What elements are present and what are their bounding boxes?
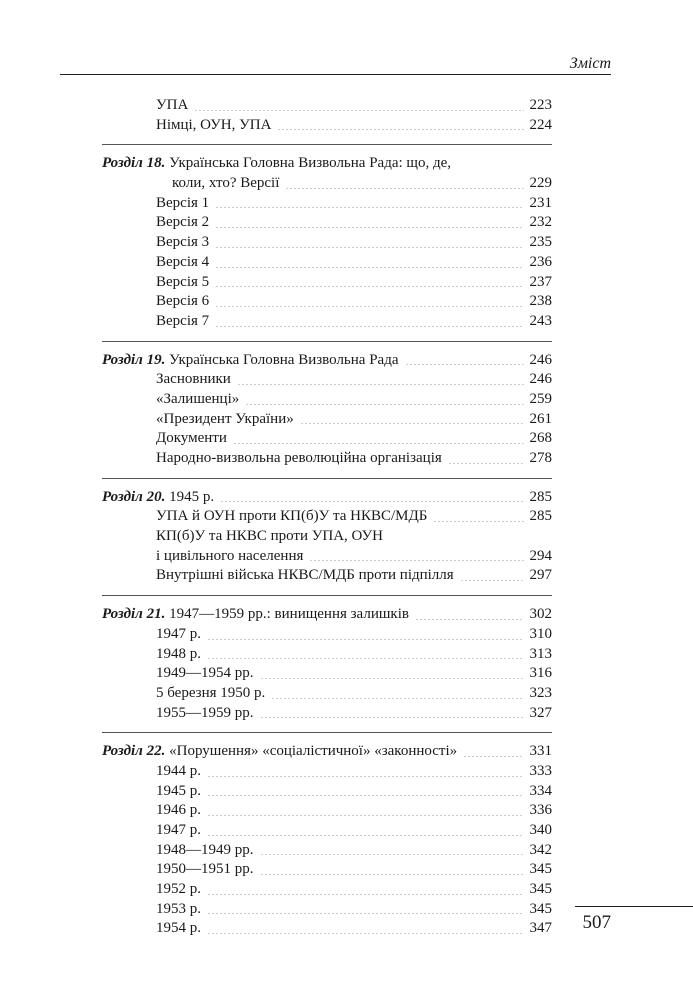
toc-entry[interactable] — [102, 684, 552, 704]
toc-entry-text — [102, 155, 451, 171]
toc-page-number: 310 — [529, 625, 552, 642]
toc-entry[interactable] — [102, 312, 552, 332]
toc-entry-text — [156, 822, 201, 838]
dot-leader — [207, 913, 524, 914]
entry-title: 1950—1951 рр. — [156, 861, 254, 878]
toc-entry[interactable] — [102, 566, 552, 586]
toc-entry-text — [156, 705, 254, 721]
entry-title: Версія 2 — [156, 214, 210, 231]
toc-page-number: 285 — [529, 488, 552, 505]
dot-leader — [215, 286, 524, 287]
entry-title: 1953 р. — [156, 900, 201, 917]
toc-page-number: 345 — [529, 861, 552, 878]
entry-title: 1948—1949 рр. — [156, 841, 254, 858]
dot-leader — [245, 404, 524, 405]
toc-entry[interactable] — [102, 390, 552, 410]
toc-entry[interactable] — [102, 233, 552, 253]
section-divider — [102, 595, 552, 596]
toc-page-number: 261 — [529, 410, 552, 427]
entry-title: 1947 р. — [156, 822, 201, 838]
toc-entry[interactable] — [102, 801, 552, 821]
toc-entry-text — [156, 881, 201, 897]
toc-entry-text — [156, 214, 209, 230]
section-divider — [102, 478, 552, 479]
entry-title: Версія 6 — [156, 293, 210, 310]
toc-entry[interactable] — [102, 488, 552, 508]
entry-title: Документи — [156, 430, 227, 447]
toc-entry[interactable] — [102, 410, 552, 430]
entry-title: 1945 р. — [156, 782, 201, 799]
toc-page-number: 235 — [529, 234, 552, 251]
dot-leader — [207, 933, 524, 934]
toc-entry-text — [156, 117, 271, 133]
toc-page-number: 294 — [529, 547, 552, 564]
toc-entry-text — [156, 685, 265, 701]
toc-entry-text — [156, 274, 209, 290]
toc-entry[interactable] — [102, 605, 552, 625]
entry-title: 1947—1959 рр.: винищення залишків — [169, 606, 409, 623]
toc-entry[interactable] — [102, 507, 552, 527]
toc-entry[interactable] — [102, 645, 552, 665]
section-divider — [102, 341, 552, 342]
toc-page-number: 232 — [529, 214, 552, 231]
toc-entry-text — [156, 901, 201, 917]
toc-entry-text — [156, 842, 254, 858]
toc-entry[interactable] — [102, 213, 552, 233]
toc-page-number: 333 — [529, 762, 552, 779]
toc-entry[interactable] — [102, 625, 552, 645]
toc-section — [102, 96, 552, 135]
entry-title: Версія 7 — [156, 312, 210, 329]
toc-entry[interactable] — [102, 449, 552, 469]
toc-page-number: 246 — [529, 371, 552, 388]
dot-leader — [207, 639, 524, 640]
toc-page-number: 238 — [529, 293, 552, 310]
toc-page-number: 278 — [529, 450, 552, 466]
toc-page-number: 334 — [529, 782, 552, 799]
toc-page-number: 323 — [529, 684, 552, 701]
toc-entry-text — [102, 352, 399, 368]
dot-leader — [233, 443, 524, 444]
toc-entry[interactable] — [102, 292, 552, 312]
toc-entry[interactable] — [102, 664, 552, 684]
toc-entry-text — [156, 802, 201, 818]
dot-leader — [207, 776, 524, 777]
toc-entry-text — [156, 371, 231, 387]
dot-leader — [215, 306, 524, 307]
toc-page-number: 340 — [529, 822, 552, 838]
toc-entry[interactable] — [102, 370, 552, 390]
toc-entry-text — [156, 195, 209, 211]
toc-page-number: 259 — [529, 390, 552, 407]
toc-page-number: 345 — [529, 881, 552, 898]
toc-page-number: 345 — [529, 900, 552, 917]
toc-entry-text — [156, 430, 227, 446]
toc-entry[interactable] — [102, 821, 552, 841]
toc-page-number: 336 — [529, 802, 552, 819]
toc-entry[interactable] — [102, 841, 552, 861]
toc-entry-text — [156, 528, 383, 544]
toc-page-number: 342 — [529, 841, 552, 858]
toc-entry-text — [156, 411, 294, 427]
toc-page-number: 229 — [529, 175, 552, 192]
entry-title: 1952 р. — [156, 881, 201, 898]
entry-title: Українська Головна Визвольна Рада — [169, 351, 399, 368]
toc-page-number: 223 — [529, 97, 552, 113]
toc-entry-text — [156, 97, 188, 113]
toc-page-number: 302 — [529, 606, 552, 623]
entry-title: 1948 р. — [156, 645, 201, 662]
page-number: 507 — [582, 912, 611, 933]
entry-title: УПА — [156, 97, 189, 113]
running-title: Зміст — [569, 55, 611, 72]
toc-page-number: 331 — [529, 743, 552, 760]
toc-entry-text — [156, 548, 303, 564]
toc-entry[interactable] — [102, 174, 552, 194]
toc-entry-text — [102, 606, 409, 622]
toc-entry[interactable] — [102, 154, 552, 174]
chapter-label: Розділ 21. — [102, 606, 166, 623]
toc-page-number: 268 — [529, 430, 552, 447]
entry-title: 1949—1954 рр. — [156, 665, 254, 682]
toc-entry-text — [156, 508, 427, 524]
toc-entry[interactable] — [102, 194, 552, 214]
dot-leader — [433, 521, 524, 522]
table-of-contents — [102, 96, 552, 948]
toc-section — [102, 605, 552, 723]
dot-leader — [260, 678, 525, 679]
entry-title: 1945 р. — [169, 488, 215, 505]
toc-entry[interactable] — [102, 880, 552, 900]
toc-entry[interactable] — [102, 762, 552, 782]
entry-title: коли, хто? Версії — [172, 175, 280, 192]
dot-leader — [207, 894, 524, 895]
toc-page-number: 316 — [529, 665, 552, 682]
header-rule — [60, 74, 611, 75]
entry-title: КП(б)У та НКВС проти УПА, ОУН — [156, 528, 383, 545]
toc-entry-text — [156, 450, 442, 466]
dot-leader — [460, 580, 524, 581]
dot-leader — [260, 874, 525, 875]
chapter-label: Розділ 22. — [102, 743, 166, 760]
dot-leader — [207, 795, 524, 796]
toc-section — [102, 742, 552, 939]
toc-entry-text — [102, 743, 457, 759]
section-divider — [102, 144, 552, 145]
dot-leader — [215, 267, 524, 268]
dot-leader — [237, 384, 524, 385]
toc-page-number: 236 — [529, 253, 552, 270]
entry-title: УПА й ОУН проти КП(б)У та НКВС/МДБ — [156, 508, 428, 525]
entry-title: Засновники — [156, 371, 231, 388]
entry-title: 1955—1959 рр. — [156, 704, 254, 721]
section-divider — [102, 732, 552, 733]
dot-leader — [309, 560, 524, 561]
entry-title: «Залишенці» — [156, 390, 240, 407]
toc-page-number: 313 — [529, 645, 552, 662]
entry-title: Українська Головна Визвольна Рада: що, де, — [169, 155, 452, 172]
toc-entry[interactable] — [102, 116, 552, 136]
toc-section — [102, 154, 552, 331]
toc-entry-text — [156, 783, 201, 799]
toc-entry-text — [156, 646, 201, 662]
dot-leader — [207, 815, 524, 816]
entry-title: Внутрішні війська НКВС/МДБ проти підпілля — [156, 567, 454, 584]
toc-entry[interactable] — [102, 527, 552, 547]
dot-leader — [215, 247, 524, 248]
entry-title: «Порушення» «соціалістичної» «законності» — [169, 743, 458, 760]
dot-leader — [194, 110, 524, 111]
toc-entry[interactable] — [102, 351, 552, 371]
dot-leader — [207, 658, 524, 659]
entry-title: Версія 3 — [156, 234, 210, 251]
toc-entry[interactable] — [102, 782, 552, 802]
toc-entry[interactable] — [102, 429, 552, 449]
toc-page-number: 246 — [529, 351, 552, 368]
dot-leader — [271, 698, 524, 699]
toc-entry[interactable] — [102, 273, 552, 293]
toc-section — [102, 488, 552, 586]
toc-page-number: 231 — [529, 194, 552, 211]
toc-entry-text — [156, 391, 239, 407]
dot-leader — [277, 129, 524, 130]
dot-leader — [285, 188, 524, 189]
toc-entry-text — [156, 254, 209, 270]
dot-leader — [260, 854, 525, 855]
entry-title: Версія 4 — [156, 253, 210, 270]
entry-title: Народно-визвольна революційна організація — [156, 450, 442, 466]
toc-entry-text — [156, 234, 209, 250]
toc-entry[interactable] — [102, 900, 552, 920]
toc-entry[interactable] — [102, 547, 552, 567]
toc-page-number: 243 — [529, 312, 552, 329]
toc-page-number: 285 — [529, 508, 552, 525]
dot-leader — [415, 619, 524, 620]
toc-page-number: 224 — [529, 116, 552, 133]
chapter-label: Розділ 19. — [102, 351, 166, 368]
toc-entry-text — [156, 763, 201, 779]
toc-entry[interactable] — [102, 919, 552, 939]
toc-entry[interactable] — [102, 860, 552, 880]
entry-title: Версія 5 — [156, 273, 210, 290]
toc-entry-text — [156, 665, 254, 681]
chapter-label: Розділ 18. — [102, 155, 166, 172]
toc-page-number: 297 — [529, 567, 552, 584]
toc-entry-text — [102, 489, 214, 505]
toc-entry-text — [156, 313, 209, 329]
toc-entry-text — [156, 567, 454, 583]
toc-entry-text — [156, 293, 209, 309]
toc-page-number: 237 — [529, 273, 552, 290]
toc-entry[interactable] — [102, 253, 552, 273]
dot-leader — [463, 756, 524, 757]
chapter-label: Розділ 20. — [102, 488, 166, 505]
dot-leader — [300, 423, 524, 424]
toc-page-number: 327 — [529, 704, 552, 721]
toc-section — [102, 351, 552, 469]
entry-title: «Президент України» — [156, 410, 294, 427]
entry-title: 1954 р. — [156, 920, 201, 937]
toc-entry[interactable] — [102, 704, 552, 724]
dot-leader — [215, 207, 524, 208]
dot-leader — [405, 364, 525, 365]
toc-entry-text — [156, 861, 254, 877]
entry-title: Версія 1 — [156, 194, 210, 211]
footer-rule — [575, 906, 693, 907]
toc-entry-text — [156, 920, 201, 936]
entry-title: Німці, ОУН, УПА — [156, 116, 272, 133]
toc-entry[interactable] — [102, 742, 552, 762]
entry-title: 1944 р. — [156, 762, 201, 779]
dot-leader — [215, 227, 524, 228]
entry-title: 1947 р. — [156, 625, 201, 642]
dot-leader — [215, 326, 524, 327]
entry-title: і цивільного населення — [156, 547, 304, 564]
toc-entry-text — [156, 626, 201, 642]
toc-page-number: 347 — [529, 920, 552, 937]
toc-entry[interactable] — [102, 96, 552, 116]
dot-leader — [220, 501, 524, 502]
toc-entry-text — [172, 175, 279, 191]
dot-leader — [207, 835, 524, 836]
entry-title: 5 березня 1950 р. — [156, 684, 266, 701]
dot-leader — [448, 463, 524, 464]
entry-title: 1946 р. — [156, 802, 201, 819]
dot-leader — [260, 717, 525, 718]
